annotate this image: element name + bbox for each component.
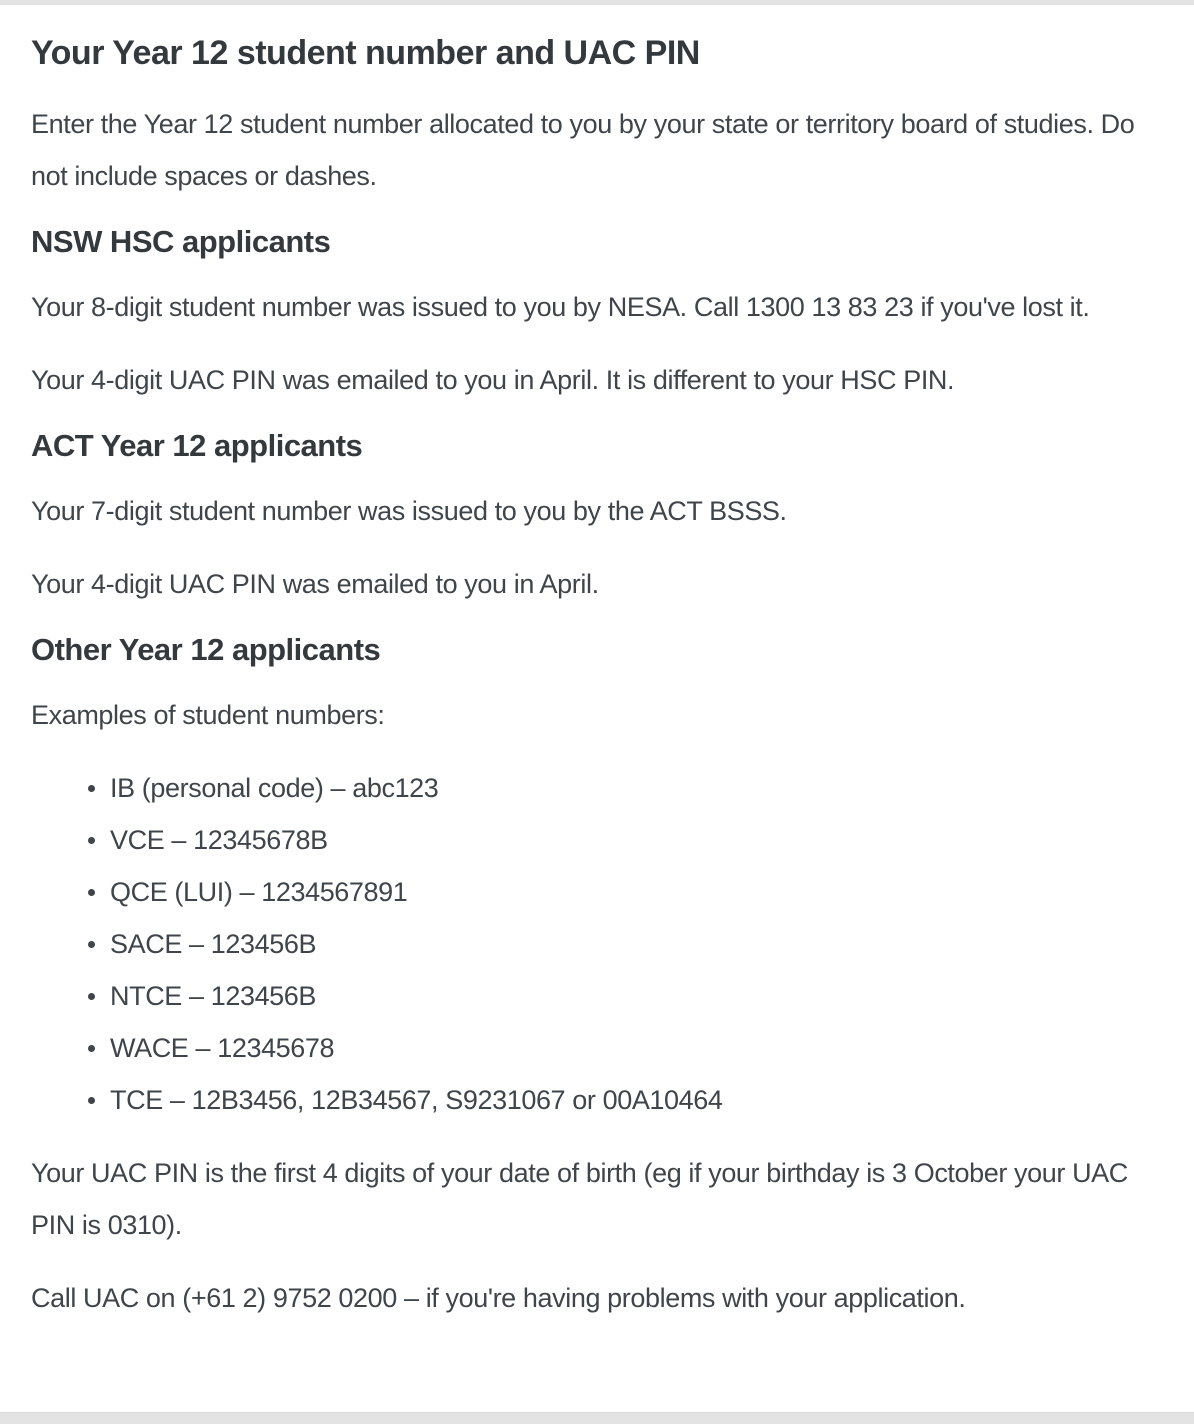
page-title: Your Year 12 student number and UAC PIN — [31, 34, 700, 72]
intro-paragraph: Enter the Year 12 student number allocated to you by your state or territory board of studies. Do not include spaces or dashes. — [31, 108, 1135, 191]
section-heading-other-year12: Other Year 12 applicants — [31, 632, 381, 668]
examples-intro-paragraph: Examples of student numbers: — [31, 700, 385, 731]
list-item-vce: VCE – 12345678B — [88, 814, 1163, 866]
student-number-examples-list — [31, 762, 1163, 1126]
list-item-tce: TCE – 12B3456, 12B34567, S9231067 or 00A10464 — [88, 1074, 1163, 1126]
list-item-qce: QCE (LUI) – 1234567891 — [88, 866, 1163, 918]
nsw-student-number-paragraph: Your 8-digit student number was issued to you by NESA. Call 1300 13 83 23 if you've lost it. — [31, 291, 1090, 322]
list-item-ib: IB (personal code) – abc123 — [88, 762, 1163, 814]
call-uac-paragraph: Call UAC on (+61 2) 9752 0200 – if you're having problems with your application. — [31, 1283, 966, 1314]
section-heading-nsw-hsc: NSW HSC applicants — [31, 223, 331, 259]
list-item-wace: WACE – 12345678 — [88, 1022, 1163, 1074]
section-heading-act-year12: ACT Year 12 applicants — [31, 427, 363, 463]
list-item-ntce: NTCE – 123456B — [88, 970, 1163, 1022]
act-student-number-paragraph: Your 7-digit student number was issued to you by the ACT BSSS. — [31, 496, 787, 527]
uac-pin-birthdate-paragraph: Your UAC PIN is the first 4 digits of your date of birth (eg if your birthday is 3 October your UAC PIN is 0310). — [31, 1158, 1128, 1241]
act-uac-pin-paragraph: Your 4-digit UAC PIN was emailed to you in April. — [31, 569, 599, 600]
list-item-sace: SACE – 123456B — [88, 918, 1163, 970]
nsw-uac-pin-paragraph: Your 4-digit UAC PIN was emailed to you in April. It is different to your HSC PIN. — [31, 364, 955, 395]
bottom-edge-divider — [0, 1412, 1194, 1424]
top-edge-divider — [0, 0, 1194, 5]
